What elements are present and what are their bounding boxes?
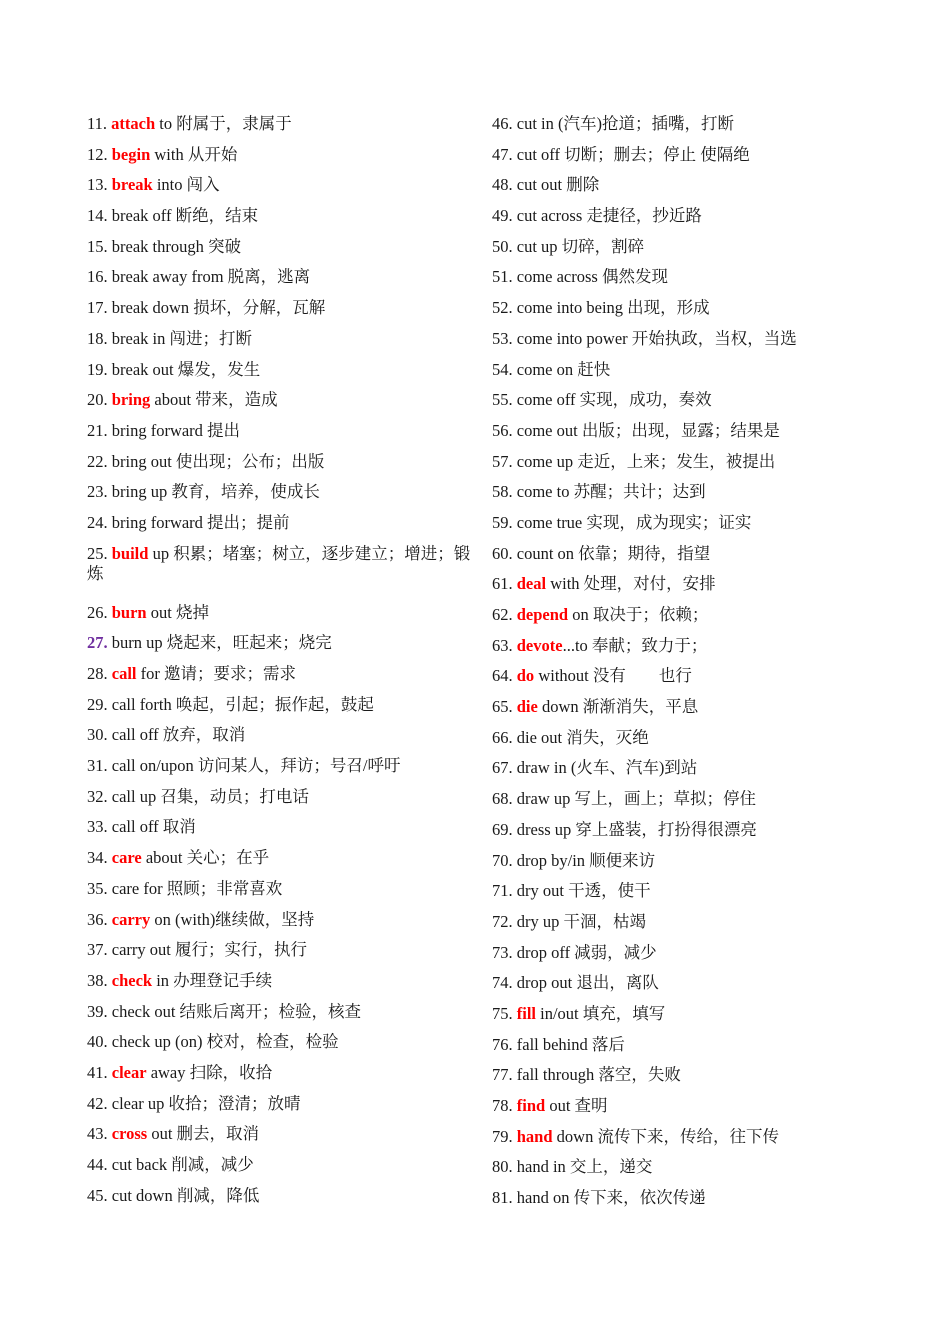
entry-number: 33. [87, 817, 108, 837]
entry-definition: down 渐渐消失，平息 [537, 697, 699, 717]
entry-number: 69. [492, 819, 513, 839]
phrase-entry [87, 262, 472, 293]
phrase-entry [492, 1091, 892, 1122]
entry-definition: hand in 交上，递交 [512, 1157, 653, 1177]
phrase-entry [87, 109, 472, 140]
entry-number: 38. [87, 970, 108, 990]
entry-definition: bring forward 提出；提前 [107, 512, 290, 532]
entry-number: 30. [87, 725, 108, 745]
entry-number: 21. [87, 420, 108, 440]
entry-number: 37. [87, 940, 108, 960]
entry-definition: call up 召集，动员；打电话 [107, 786, 309, 806]
phrase-entry [492, 784, 892, 815]
entry-number: 31. [87, 756, 108, 776]
entry-number: 28. [87, 664, 108, 683]
entry-definition: with 从开始 [150, 144, 238, 164]
phrase-entry [492, 723, 892, 754]
entry-number: 55. [492, 390, 513, 410]
entry-definition: call off 放弃，取消 [107, 725, 246, 745]
phrase-entry [87, 997, 472, 1028]
entry-keyword: clear [111, 1062, 147, 1082]
entry-definition: dry up 干涸，枯竭 [512, 911, 646, 931]
phrase-entry [492, 1122, 892, 1153]
entry-number: 17. [87, 298, 108, 318]
phrase-entry [492, 447, 892, 478]
entry-number: 81. [492, 1188, 513, 1208]
entry-number: 65. [492, 697, 513, 717]
entry-definition: break out 爆发，发生 [107, 359, 261, 379]
phrase-entry [492, 355, 892, 386]
entry-definition: out 查明 [545, 1096, 608, 1115]
phrase-entry [87, 874, 472, 905]
entry-number: 48. [492, 175, 513, 195]
phrase-entry [492, 846, 892, 877]
phrase-entry [492, 692, 892, 723]
entry-number: 22. [87, 451, 108, 471]
entry-definition: call on/upon 访问某人，拜访；号召/呼吁 [107, 756, 401, 776]
entry-definition: come true 实现，成为现实；证实 [512, 512, 752, 532]
entry-number: 26. [87, 602, 108, 622]
phrase-entry [492, 661, 892, 692]
phrase-entry [87, 1027, 472, 1058]
phrase-entry [492, 109, 892, 140]
entry-number: 16. [87, 267, 108, 287]
entry-definition: dry out 干透，使干 [512, 881, 651, 901]
phrase-entry [87, 782, 472, 813]
phrase-entry [492, 385, 892, 416]
entry-definition: cut across 走捷径，抄近路 [512, 206, 702, 226]
entry-keyword: check [111, 970, 153, 990]
phrase-entry [87, 140, 472, 171]
entry-definition: hand on 传下来，依次传递 [512, 1188, 706, 1208]
entry-number: 77. [492, 1065, 513, 1085]
phrase-entry [492, 569, 892, 600]
entry-number: 68. [492, 789, 513, 809]
entry-number: 61. [492, 574, 513, 594]
entry-number: 52. [492, 298, 513, 318]
entry-definition: ...to 奉献；致力于； [562, 635, 708, 655]
entry-definition: into 闯入 [152, 175, 220, 195]
phrase-entry [492, 999, 892, 1030]
entry-number: 45. [87, 1185, 108, 1205]
entry-number: 70. [492, 850, 513, 870]
phrase-entry [492, 232, 892, 263]
entry-number: 39. [87, 1001, 108, 1021]
entry-number: 27. [87, 633, 108, 653]
entry-number: 23. [87, 482, 108, 502]
phrase-entry [492, 293, 892, 324]
entry-definition: bring up 教育，培养，使成长 [107, 482, 320, 502]
entry-definition: down 流传下来，传给，往下传 [552, 1126, 779, 1146]
entry-number: 62. [492, 605, 513, 624]
phrase-list-left-column [87, 109, 472, 1211]
entry-definition: fall behind 落后 [512, 1034, 625, 1054]
entry-definition: drop by/in 顺便来访 [512, 850, 656, 870]
phrase-entry [87, 812, 472, 843]
phrase-entry [87, 905, 472, 936]
entry-definition: about 关心；在乎 [141, 848, 270, 868]
entry-definition: clear up 收拾；澄清；放晴 [107, 1093, 301, 1113]
phrase-entry [492, 631, 892, 662]
phrase-entry [87, 170, 472, 201]
entry-definition: draw up 写上，画上；草拟；停住 [512, 789, 756, 809]
entry-number: 11. [87, 114, 108, 133]
phrase-entry [492, 1152, 892, 1183]
entry-keyword: hand [516, 1126, 553, 1146]
entry-number: 44. [87, 1155, 108, 1174]
entry-number: 36. [87, 909, 108, 929]
entry-number: 41. [87, 1062, 108, 1082]
entry-definition: break in 闯进；打断 [107, 328, 252, 348]
phrase-entry [492, 876, 892, 907]
entry-number: 34. [87, 848, 108, 868]
entry-number: 66. [492, 727, 513, 747]
entry-number: 63. [492, 635, 513, 655]
entry-definition: come out 出版；出现，显露；结果是 [512, 420, 780, 440]
entry-number: 73. [492, 942, 513, 962]
entry-number: 54. [492, 359, 513, 379]
entry-keyword: depend [516, 605, 569, 624]
entry-keyword: build [111, 543, 149, 563]
entry-number: 47. [492, 144, 513, 164]
phrase-entry [492, 938, 892, 969]
entry-definition: come into being 出现，形成 [512, 298, 710, 318]
entry-definition: call off 取消 [107, 817, 196, 837]
entry-keyword: bring [111, 390, 151, 410]
phrase-entry [492, 1030, 892, 1061]
entry-number: 56. [492, 420, 513, 440]
phrase-list-right-column [492, 109, 892, 1214]
entry-number: 43. [87, 1124, 108, 1144]
entry-definition: up 积累；堵塞；树立，逐步建立；增进；锻炼 [87, 543, 471, 583]
phrase-entry [492, 140, 892, 171]
entry-keyword: burn [111, 602, 147, 622]
entry-number: 49. [492, 206, 513, 226]
entry-definition: about 带来，造成 [150, 390, 278, 410]
entry-keyword: attach [111, 114, 156, 133]
entry-number: 53. [492, 328, 513, 348]
entry-keyword: carry [111, 909, 151, 929]
phrase-entry [492, 907, 892, 938]
phrase-entry [87, 447, 472, 478]
entry-definition: check out 结账后离开；检验，核查 [107, 1001, 362, 1021]
phrase-entry [87, 843, 472, 874]
phrase-entry [492, 1183, 892, 1214]
entry-definition: cut down 削减，降低 [107, 1185, 260, 1205]
phrase-entry [87, 966, 472, 997]
phrase-entry [492, 968, 892, 999]
entry-number: 72. [492, 911, 513, 931]
phrase-entry [492, 600, 892, 631]
phrase-entry [87, 628, 472, 659]
entry-definition: bring forward 提出 [107, 420, 241, 440]
entry-number: 25. [87, 543, 108, 563]
entry-definition: check up (on) 校对，检查，检验 [107, 1032, 339, 1052]
entry-definition: count on 依靠；期待，指望 [512, 543, 711, 563]
phrase-entry [87, 935, 472, 966]
phrase-entry [87, 293, 472, 324]
phrase-entry [492, 477, 892, 508]
entry-definition: come up 走近，上来；发生，被提出 [512, 451, 776, 471]
entry-definition: cut out 删除 [512, 175, 600, 195]
phrase-entry [87, 720, 472, 751]
entry-number: 32. [87, 786, 108, 806]
entry-number: 18. [87, 328, 108, 348]
entry-number: 60. [492, 543, 513, 563]
entry-definition: without 没有 也行 [534, 666, 692, 686]
entry-number: 78. [492, 1096, 513, 1115]
phrase-entry [87, 324, 472, 355]
entry-number: 79. [492, 1126, 513, 1146]
entry-keyword: find [516, 1096, 546, 1115]
entry-definition: burn up 烧起来，旺起来；烧完 [107, 633, 332, 653]
entry-definition: cut in (汽车)抢道；插嘴，打断 [512, 114, 734, 133]
entry-keyword: care [111, 848, 142, 868]
entry-definition: dress up 穿上盛装，打扮得很漂亮 [512, 819, 757, 839]
entry-keyword: devote [516, 635, 563, 655]
entry-number: 50. [492, 236, 513, 256]
phrase-entry [87, 1119, 472, 1150]
entry-definition: come across 偶然发现 [512, 267, 668, 287]
entry-definition: draw in (火车、汽车)到站 [512, 758, 698, 778]
entry-definition: bring out 使出现；公布；出版 [107, 451, 325, 471]
phrase-entry [87, 385, 472, 416]
phrase-entry [87, 355, 472, 386]
entry-number: 59. [492, 512, 513, 532]
entry-number: 46. [492, 114, 513, 133]
phrase-entry [492, 324, 892, 355]
phrase-entry [87, 598, 472, 629]
phrase-entry [492, 753, 892, 784]
entry-keyword: deal [516, 574, 547, 594]
entry-number: 75. [492, 1003, 513, 1023]
entry-keyword: cross [111, 1124, 148, 1144]
entry-number: 76. [492, 1034, 513, 1054]
phrase-entry [87, 1089, 472, 1120]
entry-number: 80. [492, 1157, 513, 1177]
entry-definition: come to 苏醒；共计；达到 [512, 482, 706, 502]
phrase-entry [492, 1060, 892, 1091]
entry-definition: with 处理，对付，安排 [546, 574, 716, 594]
entry-definition: die out 消失，灭绝 [512, 727, 649, 747]
entry-definition: care for 照顾；非常喜欢 [107, 878, 283, 898]
entry-number: 15. [87, 236, 108, 256]
phrase-entry [492, 262, 892, 293]
phrase-entry [87, 416, 472, 447]
entry-keyword: fill [516, 1003, 536, 1023]
entry-number: 64. [492, 666, 513, 686]
entry-number: 24. [87, 512, 108, 532]
entry-number: 42. [87, 1093, 108, 1113]
entry-definition: cut back 削减，减少 [107, 1155, 254, 1174]
entry-keyword: call [111, 664, 137, 683]
entry-number: 35. [87, 878, 108, 898]
phrase-entry [87, 508, 472, 539]
phrase-entry [87, 1058, 472, 1089]
phrase-entry [87, 232, 472, 263]
entry-definition: out 删去，取消 [147, 1124, 260, 1144]
entry-number: 14. [87, 206, 108, 226]
phrase-entry [492, 201, 892, 232]
entry-definition: come into power 开始执政，当权，当选 [512, 328, 797, 348]
entry-definition: call forth 唤起，引起；振作起，鼓起 [107, 694, 374, 714]
entry-number: 58. [492, 482, 513, 502]
entry-number: 51. [492, 267, 513, 287]
phrase-entry [87, 690, 472, 721]
phrase-entry [87, 751, 472, 782]
entry-definition: break down 损坏，分解，瓦解 [107, 298, 326, 318]
phrase-entry [492, 508, 892, 539]
entry-keyword: die [516, 697, 538, 717]
entry-definition: away 扫除，收拾 [146, 1062, 273, 1082]
entry-definition: come off 实现，成功，奏效 [512, 390, 712, 410]
phrase-entry [87, 659, 472, 690]
entry-number: 74. [492, 973, 513, 993]
entry-number: 71. [492, 881, 513, 901]
entry-definition: drop out 退出，离队 [512, 973, 659, 993]
entry-definition: come on 赶快 [512, 359, 611, 379]
entry-definition: for 邀请；要求；需求 [136, 664, 296, 683]
entry-number: 13. [87, 175, 108, 195]
entry-definition: cut off 切断；删去；停止 使隔绝 [512, 144, 750, 164]
entry-number: 40. [87, 1032, 108, 1052]
entry-definition: on (with)继续做，坚持 [150, 909, 315, 929]
entry-definition: break off 断绝，结束 [107, 206, 259, 226]
phrase-entry [87, 1150, 472, 1181]
phrase-entry [87, 539, 472, 598]
entry-definition: in/out 填充，填写 [536, 1003, 666, 1023]
phrase-entry [492, 416, 892, 447]
phrase-entry [492, 170, 892, 201]
entry-keyword: do [516, 666, 535, 686]
entry-number: 29. [87, 694, 108, 714]
entry-definition: out 烧掉 [146, 602, 209, 622]
entry-definition: break away from 脱离，逃离 [107, 267, 311, 287]
entry-keyword: begin [111, 144, 151, 164]
entry-number: 57. [492, 451, 513, 471]
entry-number: 12. [87, 144, 108, 164]
entry-definition: on 取决于；依赖； [568, 605, 709, 624]
phrase-entry [492, 815, 892, 846]
phrase-entry [492, 539, 892, 570]
phrase-entry [87, 201, 472, 232]
entry-definition: to 附属于，隶属于 [155, 114, 292, 133]
entry-definition: drop off 减弱，减少 [512, 942, 657, 962]
entry-definition: carry out 履行；实行，执行 [107, 940, 307, 960]
phrase-entry [87, 477, 472, 508]
phrase-entry [87, 1181, 472, 1212]
entry-definition: fall through 落空，失败 [512, 1065, 681, 1085]
entry-definition: in 办理登记手续 [152, 970, 273, 990]
entry-number: 20. [87, 390, 108, 410]
entry-number: 67. [492, 758, 513, 778]
entry-definition: cut up 切碎，割碎 [512, 236, 645, 256]
entry-number: 19. [87, 359, 108, 379]
entry-definition: break through 突破 [107, 236, 241, 256]
entry-keyword: break [111, 175, 153, 195]
